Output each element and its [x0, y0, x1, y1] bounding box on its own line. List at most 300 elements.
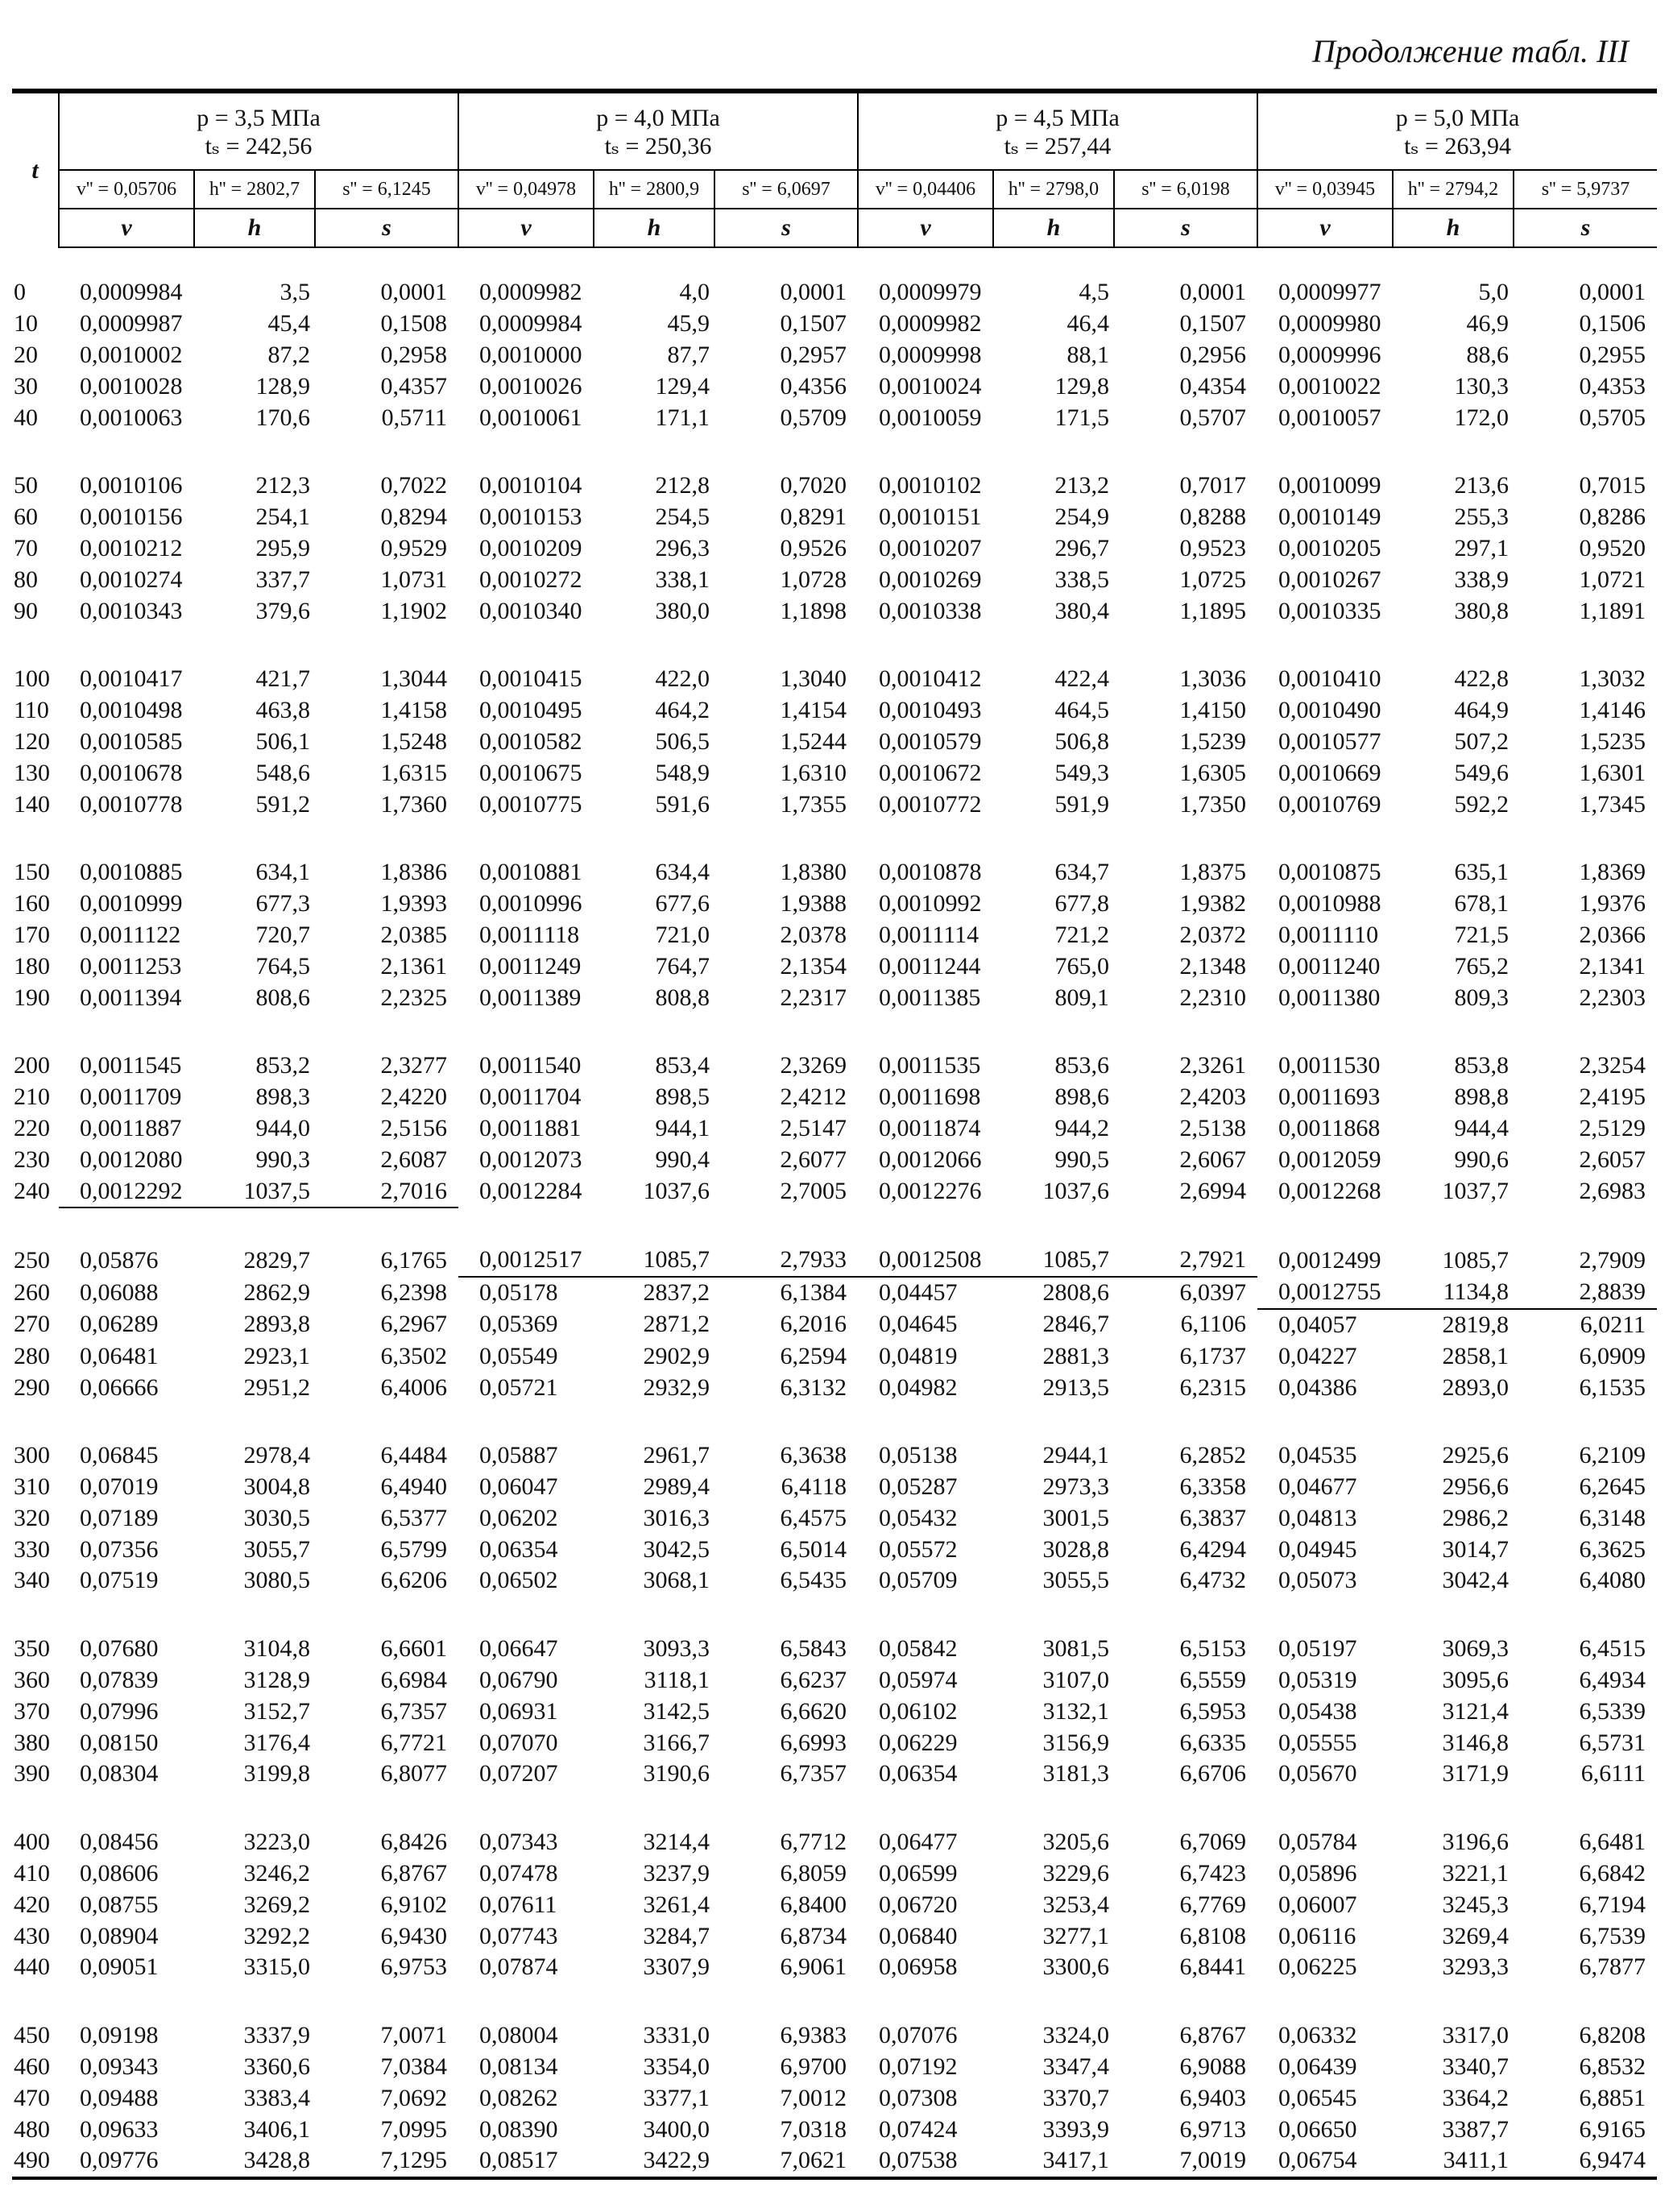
value-cell: 0,1508: [380, 310, 447, 338]
value-cell: 0,07478: [479, 1860, 558, 1887]
table-row: [12, 1472, 1657, 1503]
value-cell: 3080,5: [243, 1567, 310, 1594]
value-cell: 3370,7: [1042, 2084, 1109, 2111]
value-cell: 0,08390: [479, 2115, 558, 2143]
value-cell: 6,8851: [1579, 2084, 1646, 2111]
value-cell: 7,0019: [1114, 2145, 1257, 2178]
value-cell: 0,0011698: [879, 1083, 981, 1111]
table-row: [12, 277, 1657, 309]
value-cell: 990,3: [255, 1145, 310, 1173]
value-cell: 0,06931: [479, 1697, 558, 1725]
table-row: [12, 1597, 1657, 1665]
table-row: [12, 2145, 1657, 2178]
value-cell: 0,0011118: [479, 921, 580, 948]
value-cell: 1134,8: [1393, 1277, 1514, 1309]
value-cell: 0,0010778: [80, 790, 183, 818]
value-cell: 3176,4: [243, 1729, 310, 1756]
value-cell: 0,0010498: [80, 697, 183, 724]
value-cell: 0,0010410: [1278, 665, 1381, 693]
value-cell: 0,04057: [1278, 1311, 1357, 1338]
value-cell: 3269,2: [243, 1891, 310, 1918]
value-cell: 0,05138: [879, 1442, 958, 1469]
value-cell: 6,9383: [780, 2022, 847, 2049]
value-cell: 3055,7: [243, 1535, 310, 1563]
value-cell: 6,5377: [380, 1504, 447, 1531]
value-cell: 0,05549: [479, 1342, 558, 1369]
value-cell: 6,9102: [380, 1891, 447, 1918]
value-cell: 0,2955: [1579, 341, 1646, 368]
value-cell: 0,04227: [1278, 1342, 1357, 1369]
value-cell: 87,7: [667, 341, 710, 368]
value-cell: 0,07356: [80, 1535, 159, 1563]
value-cell: 171,5: [1054, 404, 1109, 431]
value-cell: 0,0009984: [479, 310, 582, 338]
value-cell: 3417,1: [993, 2145, 1114, 2178]
value-cell: 3340,7: [1442, 2053, 1509, 2081]
value-cell: 3360,6: [243, 2053, 310, 2081]
value-cell: 1,7345: [1579, 790, 1646, 818]
value-cell: 1,0731: [380, 565, 447, 593]
value-cell: 6,3148: [1579, 1504, 1646, 1531]
value-cell: 2,7933: [714, 1207, 858, 1277]
value-cell: 170,6: [255, 404, 310, 431]
value-cell: 0,05876: [80, 1247, 159, 1274]
value-cell: 1,3040: [780, 665, 847, 693]
value-cell: 212,8: [655, 472, 710, 499]
value-cell: 635,1: [1454, 859, 1509, 886]
value-cell: 720,7: [255, 921, 310, 948]
value-cell: 45,9: [667, 310, 710, 338]
value-cell: 0,0010063: [80, 404, 183, 431]
value-cell: 2,3261: [1179, 1052, 1246, 1079]
value-cell: 2871,2: [643, 1311, 710, 1338]
temperature-cell: 310: [14, 1473, 50, 1501]
value-cell: 2862,9: [243, 1278, 310, 1306]
value-cell: 0,06599: [879, 1860, 958, 1887]
value-cell: 0,07839: [80, 1667, 159, 1694]
value-cell: 677,8: [1054, 890, 1109, 918]
value-cell: 808,8: [655, 984, 710, 1011]
table-body: [12, 247, 1657, 2178]
temperature-cell: 430: [14, 1922, 50, 1949]
value-cell: 634,4: [655, 859, 710, 886]
value-cell: 6,3502: [380, 1342, 447, 1369]
value-cell: 0,0010274: [80, 565, 183, 593]
value-cell: 6,6335: [1179, 1729, 1246, 1756]
table-row: [12, 727, 1657, 758]
value-cell: 1,3036: [1179, 665, 1246, 693]
value-cell: 3196,6: [1442, 1829, 1509, 1856]
value-cell: 422,4: [1054, 665, 1109, 693]
temperature-cell: 200: [14, 1052, 50, 1079]
value-cell: 2893,0: [1442, 1373, 1509, 1401]
value-cell: 6,8441: [1179, 1953, 1246, 1981]
value-cell: 0,1507: [1179, 310, 1246, 338]
value-cell: 2846,7: [1042, 1311, 1109, 1338]
value-cell: 0,05369: [479, 1311, 558, 1338]
value-cell: 0,9526: [780, 534, 847, 561]
temperature-cell: 70: [14, 534, 38, 561]
value-cell: 0,0010209: [479, 534, 582, 561]
value-cell: 6,1106: [1180, 1311, 1246, 1338]
table-row: [12, 1858, 1657, 1890]
value-cell: 6,8426: [380, 1829, 447, 1856]
value-cell: 0,0012284: [479, 1178, 582, 1205]
value-cell: 0,04813: [1278, 1504, 1357, 1531]
table-row: [12, 433, 1657, 502]
value-cell: 0,07424: [879, 2115, 958, 2143]
table-row: [12, 502, 1657, 533]
value-cell: 6,9061: [780, 1953, 847, 1981]
block-1-s-saturated: s'' = 6,1245: [315, 170, 458, 209]
value-cell: 0,0011253: [80, 952, 182, 980]
value-cell: 1,9393: [380, 890, 447, 918]
value-cell: 0,0010415: [479, 665, 582, 693]
block-4-pressure: p = 5,0 МПа: [1257, 91, 1657, 132]
value-cell: 0,06754: [1257, 2145, 1393, 2178]
value-cell: 507,2: [1454, 727, 1509, 755]
value-cell: 0,0010102: [879, 472, 982, 499]
value-cell: 0,06332: [1278, 2022, 1357, 2049]
value-cell: 3237,9: [643, 1860, 710, 1887]
temperature-cell: 300: [14, 1442, 50, 1469]
value-cell: 7,0692: [380, 2084, 447, 2111]
value-cell: 6,9700: [780, 2053, 847, 2081]
block-1-saturation-temp: tₛ = 242,56: [59, 132, 458, 170]
temperature-cell: 120: [14, 727, 50, 755]
value-cell: 3317,0: [1442, 2022, 1509, 2049]
value-cell: 3142,5: [643, 1697, 710, 1725]
value-cell: 0,05974: [879, 1667, 958, 1694]
value-cell: 0,07874: [479, 1953, 558, 1981]
value-cell: 295,9: [255, 534, 310, 561]
value-cell: 3315,0: [243, 1953, 310, 1981]
value-cell: 2951,2: [243, 1373, 310, 1401]
value-cell: 0,07076: [879, 2022, 958, 2049]
value-cell: 3354,0: [643, 2053, 710, 2081]
value-cell: 3081,5: [1042, 1635, 1109, 1663]
value-cell: 0,0012059: [1278, 1145, 1381, 1173]
value-cell: 2,5129: [1579, 1114, 1646, 1141]
value-cell: 1,8380: [780, 859, 847, 886]
temperature-cell: 90: [14, 597, 38, 624]
value-cell: 0,06229: [879, 1729, 958, 1756]
value-cell: 0,0010207: [879, 534, 982, 561]
value-cell: 2902,9: [643, 1342, 710, 1369]
value-cell: 1037,6: [1042, 1178, 1109, 1205]
table-row: [12, 1665, 1657, 1696]
value-cell: 677,6: [655, 890, 710, 918]
col-h: h: [594, 209, 714, 247]
value-cell: 809,3: [1454, 984, 1509, 1011]
temperature-cell: 470: [14, 2084, 50, 2111]
value-cell: 2,0385: [380, 921, 447, 948]
value-cell: 0,08262: [479, 2084, 558, 2111]
value-cell: 0,0001: [780, 279, 847, 306]
value-cell: 0,06289: [80, 1311, 159, 1338]
value-cell: 0,07207: [479, 1760, 558, 1787]
value-cell: 1,5239: [1179, 727, 1246, 755]
value-cell: 0,07519: [80, 1567, 159, 1594]
value-cell: 0,0012517: [458, 1207, 594, 1277]
value-cell: 3028,8: [1042, 1535, 1109, 1563]
temperature-cell: 40: [14, 404, 38, 431]
value-cell: 0,0009982: [479, 279, 582, 306]
block-4-v-saturated: v'' = 0,03945: [1257, 170, 1393, 209]
value-cell: 0,0010775: [479, 790, 582, 818]
table-row: [12, 1503, 1657, 1535]
value-cell: 4,5: [1079, 279, 1109, 306]
value-cell: 3199,8: [243, 1760, 310, 1787]
value-cell: 3269,4: [1442, 1922, 1509, 1949]
value-cell: 0,08456: [80, 1829, 159, 1856]
value-cell: 6,4484: [380, 1442, 447, 1469]
value-cell: 0,4357: [380, 372, 447, 400]
value-cell: 0,4354: [1179, 372, 1246, 400]
value-cell: 6,2852: [1179, 1442, 1246, 1469]
value-cell: 721,5: [1454, 921, 1509, 948]
value-cell: 0,06225: [1278, 1953, 1357, 1981]
value-cell: 2,5156: [380, 1114, 447, 1141]
value-cell: 6,5731: [1579, 1729, 1646, 1756]
value-cell: 944,1: [655, 1114, 710, 1141]
value-cell: 1,5235: [1579, 727, 1646, 755]
value-cell: 0,06088: [80, 1278, 159, 1306]
value-cell: 0,09776: [59, 2145, 194, 2178]
value-cell: 591,2: [255, 790, 310, 818]
value-cell: 6,7357: [780, 1760, 847, 1787]
value-cell: 213,2: [1054, 472, 1109, 499]
value-cell: 0,4353: [1579, 372, 1646, 400]
value-cell: 1,9388: [780, 890, 847, 918]
value-cell: 1,7355: [780, 790, 847, 818]
value-cell: 0,05721: [479, 1373, 558, 1401]
value-cell: 1085,7: [993, 1207, 1114, 1277]
value-cell: 3068,1: [643, 1567, 710, 1594]
value-cell: 0,06007: [1278, 1891, 1357, 1918]
value-cell: 0,09633: [80, 2115, 159, 2143]
value-cell: 0,05197: [1278, 1635, 1357, 1663]
value-cell: 6,6206: [380, 1567, 447, 1594]
value-cell: 2923,1: [243, 1342, 310, 1369]
value-cell: 1,4154: [780, 697, 847, 724]
value-cell: 6,2016: [780, 1311, 847, 1338]
value-cell: 6,6481: [1579, 1829, 1646, 1856]
value-cell: 0,0010059: [879, 404, 982, 431]
value-cell: 2819,8: [1442, 1311, 1509, 1338]
value-cell: 0,0011389: [479, 984, 582, 1011]
value-cell: 6,7877: [1579, 1953, 1646, 1981]
value-cell: 1,8375: [1179, 859, 1246, 886]
table-row: [12, 309, 1657, 340]
table-row: [12, 1340, 1657, 1372]
value-cell: 0,0012268: [1278, 1178, 1381, 1205]
table-row: [12, 340, 1657, 371]
value-cell: 0,2958: [380, 341, 447, 368]
value-cell: 6,3638: [780, 1442, 847, 1469]
table-row: [12, 1207, 1657, 1277]
value-cell: 1,1895: [1179, 597, 1246, 624]
value-cell: 1,7350: [1179, 790, 1246, 818]
value-cell: 6,1737: [1179, 1342, 1246, 1369]
value-cell: 0,0012508: [858, 1207, 993, 1277]
value-cell: 2,6983: [1579, 1178, 1646, 1205]
value-cell: 2881,3: [1042, 1342, 1109, 1369]
value-cell: 0,0010769: [1278, 790, 1381, 818]
value-cell: 3042,4: [1442, 1567, 1509, 1594]
value-cell: 0,0010988: [1278, 890, 1381, 918]
value-cell: 0,0010417: [80, 665, 183, 693]
value-cell: 0,07611: [479, 1891, 557, 1918]
value-cell: 1037,7: [1442, 1178, 1509, 1205]
value-cell: 0,05670: [1278, 1760, 1357, 1787]
table-row: [12, 1758, 1657, 1790]
value-cell: 6,9713: [1179, 2115, 1246, 2143]
value-cell: 0,06958: [879, 1953, 958, 1981]
value-cell: 1,0728: [780, 565, 847, 593]
value-cell: 3324,0: [1042, 2022, 1109, 2049]
value-cell: 338,9: [1454, 565, 1509, 593]
value-cell: 2,0372: [1179, 921, 1246, 948]
value-cell: 6,8108: [1179, 1922, 1246, 1949]
value-cell: 3171,9: [1442, 1760, 1509, 1787]
value-cell: 422,8: [1454, 665, 1509, 693]
table-row: [12, 595, 1657, 627]
temperature-cell: 230: [14, 1145, 50, 1173]
temperature-cell: 410: [14, 1860, 50, 1887]
table-row: [12, 1175, 1657, 1207]
value-cell: 3001,5: [1042, 1504, 1109, 1531]
temperature-cell: 50: [14, 472, 38, 499]
value-cell: 0,06102: [879, 1697, 958, 1725]
value-cell: 3347,4: [1042, 2053, 1109, 2081]
value-cell: 3387,7: [1442, 2115, 1509, 2143]
value-cell: 0,08150: [80, 1729, 159, 1756]
value-cell: 3406,1: [243, 2115, 310, 2143]
value-cell: 0,0010493: [879, 697, 982, 724]
value-cell: 1,4158: [380, 697, 447, 724]
value-cell: 3337,9: [243, 2022, 310, 2049]
value-cell: 0,0012755: [1257, 1277, 1393, 1309]
value-cell: 2808,6: [1042, 1279, 1109, 1307]
value-cell: 3261,4: [643, 1891, 710, 1918]
value-cell: 1037,5: [194, 1175, 315, 1207]
value-cell: 1,6315: [380, 759, 447, 786]
value-cell: 1085,7: [594, 1207, 714, 1277]
value-cell: 853,6: [1054, 1052, 1109, 1079]
value-cell: 549,6: [1454, 759, 1509, 786]
value-cell: 0,0011881: [479, 1114, 582, 1141]
table-row: [12, 820, 1657, 889]
value-cell: 7,0621: [714, 2145, 858, 2178]
value-cell: 6,2594: [780, 1342, 847, 1369]
value-cell: 6,0909: [1579, 1342, 1646, 1369]
value-cell: 2,4212: [780, 1083, 847, 1111]
table-row: [12, 1565, 1657, 1597]
value-cell: 6,5339: [1579, 1697, 1646, 1725]
value-cell: 506,5: [655, 727, 710, 755]
value-cell: 6,7357: [380, 1697, 447, 1725]
value-cell: 0,7017: [1179, 472, 1246, 499]
value-cell: 3205,6: [1042, 1829, 1109, 1856]
block-3-s-saturated: s'' = 6,0198: [1114, 170, 1257, 209]
table-row: [12, 920, 1657, 951]
value-cell: 0,0001: [1579, 279, 1646, 306]
table-row: [12, 564, 1657, 595]
value-cell: 0,0011709: [80, 1083, 182, 1111]
value-cell: 172,0: [1454, 404, 1509, 431]
value-cell: 6,6706: [1179, 1760, 1246, 1787]
value-cell: 0,0009987: [80, 310, 183, 338]
value-cell: 3132,1: [1042, 1697, 1109, 1725]
value-cell: 2,2325: [380, 984, 447, 1011]
value-cell: 3016,3: [643, 1504, 710, 1531]
value-cell: 6,5843: [780, 1635, 847, 1663]
value-cell: 1037,6: [643, 1178, 710, 1205]
value-cell: 128,9: [255, 372, 310, 400]
value-cell: 3277,1: [1042, 1922, 1109, 1949]
value-cell: 6,5559: [1179, 1667, 1246, 1694]
value-cell: 6,6237: [780, 1667, 847, 1694]
value-cell: 6,7539: [1579, 1922, 1646, 1949]
col-h: h: [1393, 209, 1514, 247]
value-cell: 6,0211: [1580, 1311, 1646, 1338]
value-cell: 1,1891: [1579, 597, 1646, 624]
table-row: [12, 1952, 1657, 1983]
value-cell: 6,6842: [1579, 1860, 1646, 1887]
value-cell: 0,0011545: [80, 1052, 182, 1079]
col-s: s: [1114, 209, 1257, 247]
value-cell: 0,5707: [1179, 404, 1246, 431]
value-cell: 0,05438: [1278, 1697, 1357, 1725]
value-cell: 254,5: [655, 503, 710, 531]
value-cell: 944,0: [255, 1114, 310, 1141]
value-cell: 87,2: [267, 341, 310, 368]
value-cell: 6,5153: [1179, 1635, 1246, 1663]
block-4-s-saturated: s'' = 5,9737: [1514, 170, 1657, 209]
col-v: v: [458, 209, 594, 247]
value-cell: 0,0010269: [879, 565, 982, 593]
value-cell: 0,5709: [780, 404, 847, 431]
col-v: v: [858, 209, 993, 247]
value-cell: 0,2956: [1179, 341, 1246, 368]
table-row: [12, 1727, 1657, 1758]
value-cell: 3128,9: [243, 1667, 310, 1694]
value-cell: 764,5: [255, 952, 310, 980]
value-cell: 853,4: [655, 1052, 710, 1079]
value-cell: 0,0010678: [80, 759, 183, 786]
value-cell: 2,0378: [780, 921, 847, 948]
temperature-cell: 100: [14, 665, 50, 693]
value-cell: 0,0010026: [479, 372, 582, 400]
value-cell: 6,6993: [780, 1729, 847, 1756]
value-cell: 0,0011240: [1278, 952, 1381, 980]
value-cell: 0,07308: [879, 2084, 958, 2111]
value-cell: 6,8734: [780, 1922, 847, 1949]
value-cell: 765,2: [1454, 952, 1509, 980]
value-cell: 3221,1: [1442, 1860, 1509, 1887]
value-cell: 6,3358: [1179, 1473, 1246, 1501]
value-cell: 0,0010343: [80, 597, 183, 624]
value-cell: 46,4: [1066, 310, 1109, 338]
value-cell: 3383,4: [243, 2084, 310, 2111]
value-cell: 1,9376: [1579, 890, 1646, 918]
value-cell: 0,0010675: [479, 759, 582, 786]
value-cell: 0,06666: [80, 1373, 159, 1401]
value-cell: 1,1902: [380, 597, 447, 624]
value-cell: 0,0010669: [1278, 759, 1381, 786]
value-cell: 0,0010205: [1278, 534, 1381, 561]
